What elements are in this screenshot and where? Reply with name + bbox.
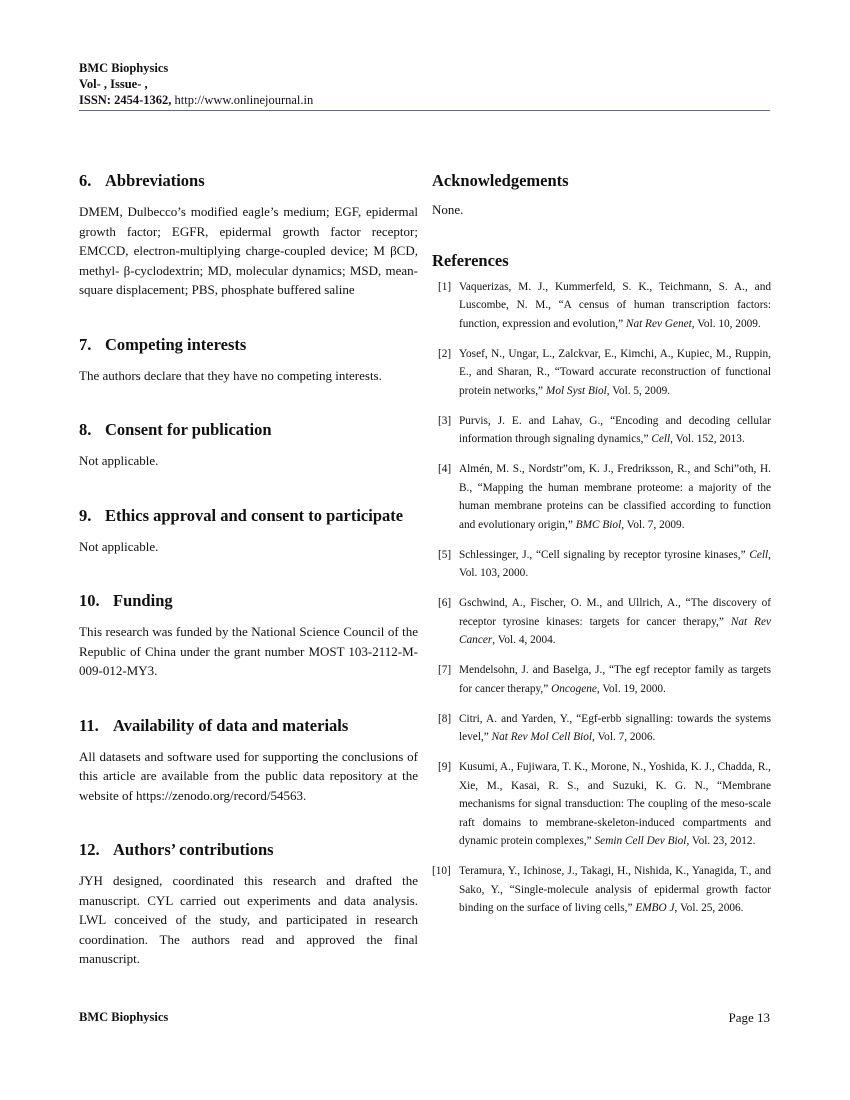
right-column bbox=[432, 170, 771, 929]
section-number: 11. bbox=[79, 715, 99, 735]
header-journal: BMC Biophysics bbox=[79, 61, 169, 75]
section-number: 12. bbox=[79, 840, 100, 859]
reference-tail: , Vol. 23, 2012. bbox=[686, 835, 756, 847]
reference-label: [9] bbox=[438, 761, 452, 773]
page-number: Page 13 bbox=[728, 1010, 770, 1025]
section-acknowledgements bbox=[432, 170, 771, 220]
section-title: Competing interests bbox=[105, 334, 247, 354]
reference-item bbox=[432, 594, 771, 650]
reference-journal: Nat Rev Genet bbox=[625, 317, 692, 330]
section-heading bbox=[79, 590, 418, 612]
reference-item bbox=[432, 412, 771, 449]
reference-journal: Cell bbox=[749, 548, 769, 561]
section-title: References bbox=[432, 250, 509, 270]
reference-text: Citri, A. and Yarden, Y., “Egf-erbb signalling: towards the systems level,” bbox=[459, 712, 771, 743]
section-heading bbox=[79, 419, 418, 441]
reference-tail: , Vol. 25, 2006. bbox=[674, 902, 744, 914]
reference-item bbox=[432, 546, 771, 583]
reference-label: [7] bbox=[438, 664, 452, 676]
section-body: The authors declare that they have no competing interests. bbox=[79, 367, 382, 383]
reference-text: Mendelsohn, J. and Baselga, J., “The egf receptor family as targets for cancer therapy,” bbox=[459, 664, 771, 695]
section-body: All datasets and software used for supporting the conclusions of this article are available from the public data repository at the website of https://zenodo.org/record/54563. bbox=[79, 748, 418, 803]
reference-journal: BMC Biol bbox=[575, 518, 622, 531]
reference-label: [8] bbox=[438, 712, 452, 725]
section-heading bbox=[79, 715, 418, 737]
reference-text: Purvis, J. E. and Lahav, G., “Encoding and decoding cellular information through signaling dynamics,” bbox=[459, 414, 771, 445]
reference-tail: , Vol. 7, 2006. bbox=[592, 731, 656, 743]
reference-item bbox=[432, 661, 771, 698]
reference-text: Almén, M. S., Nordstr”om, K. J., Fredriksson, R., and Schi”oth, H. B., “Mapping the human membrane proteome: a majority of the human membrane proteins can be classified according to function and evolutionary origin,” bbox=[459, 463, 771, 531]
footer-journal: BMC Biophysics bbox=[79, 1010, 169, 1024]
reference-tail: , Vol. 4, 2004. bbox=[492, 634, 556, 646]
reference-label: [10] bbox=[432, 865, 451, 877]
section-availability bbox=[79, 715, 418, 806]
section-body: This research was funded by the National Science Council of the Republic of China under the grant number MOST 103-2112-M-009-012-MY3. bbox=[79, 624, 418, 678]
section-competing-interests bbox=[79, 334, 418, 386]
section-number: 10. bbox=[79, 591, 100, 610]
section-body: Not applicable. bbox=[79, 538, 159, 554]
left-column bbox=[79, 170, 418, 1003]
reference-item bbox=[432, 758, 771, 851]
reference-tail: , Vol. 19, 2000. bbox=[596, 682, 666, 695]
header-issn-line bbox=[79, 92, 770, 108]
reference-journal: Cell bbox=[651, 433, 671, 445]
reference-journal: Oncogene bbox=[551, 682, 597, 695]
section-references bbox=[432, 250, 771, 918]
reference-item bbox=[432, 862, 771, 918]
reference-journal: EMBO J bbox=[635, 902, 675, 914]
section-body: JYH designed, coordinated this research and drafted the manuscript. CYL carried out experiments and data analysis. LWL conceived of the study, and participated in research coordination. The authors read and approved the final manuscript. bbox=[79, 873, 418, 966]
section-heading bbox=[79, 839, 418, 861]
reference-text: Teramura, Y., Ichinose, J., Takagi, H., Nishida, K., Yanagida, T., and Sako, Y., “Single-molecule analysis of epidermal growth factor binding on the surface of living cells,” bbox=[459, 865, 771, 914]
section-body: None. bbox=[432, 202, 464, 217]
section-title: Consent for publication bbox=[105, 420, 272, 439]
reference-item bbox=[432, 710, 771, 747]
reference-tail: , Vol. 7, 2009. bbox=[621, 518, 685, 531]
section-heading bbox=[79, 334, 418, 356]
reference-text: Vaquerizas, M. J., Kummerfeld, S. K., Teichmann, S. A., and Luscombe, N. M., “A census of human transcription factors: function, expression and evolution,” bbox=[459, 280, 771, 330]
reference-item bbox=[432, 460, 771, 534]
section-funding bbox=[79, 590, 418, 681]
reference-journal: Semin Cell Dev Biol bbox=[594, 835, 687, 847]
header-issn: ISSN: 2454-1362, bbox=[79, 93, 172, 107]
section-consent-publication bbox=[79, 419, 418, 471]
reference-label: [5] bbox=[438, 548, 452, 561]
reference-journal: Nat Rev Mol Cell Biol bbox=[491, 731, 593, 743]
reference-label: [1] bbox=[438, 280, 452, 293]
section-title: Abbreviations bbox=[105, 171, 205, 190]
reference-tail: , Vol. 152, 2013. bbox=[670, 433, 745, 445]
section-number: 9. bbox=[79, 505, 92, 525]
reference-label: [3] bbox=[438, 414, 452, 427]
reference-journal: Nat Rev Cancer bbox=[459, 615, 771, 646]
reference-list bbox=[432, 278, 771, 918]
header-url[interactable]: http://www.onlinejournal.in bbox=[174, 93, 314, 107]
reference-text: Kusumi, A., Fujiwara, T. K., Morone, N., Yoshida, K. J., Chadda, R., Xie, M., Kasai, R. S., and Suzuki, K. G. N., “Membrane mechanisms for signal transduction: The coupling of the meso-scale raft domains to membrane-skeleton-induced compartments and dynamic protein complexes,” bbox=[459, 761, 771, 847]
reference-tail: , Vol. 5, 2009. bbox=[606, 384, 671, 397]
header-rule bbox=[79, 110, 770, 111]
section-number: 8. bbox=[79, 420, 92, 439]
section-heading bbox=[79, 505, 418, 527]
reference-text: Schlessinger, J., “Cell signaling by receptor tyrosine kinases,” bbox=[459, 548, 750, 561]
reference-tail: , Vol. 103, 2000. bbox=[459, 548, 771, 579]
reference-item bbox=[432, 278, 771, 334]
section-body: Not applicable. bbox=[79, 453, 159, 468]
reference-tail: , Vol. 10, 2009. bbox=[691, 317, 761, 330]
section-abbreviations bbox=[79, 170, 418, 300]
section-number: 7. bbox=[79, 334, 92, 354]
section-number: 6. bbox=[79, 171, 92, 190]
section-body: DMEM, Dulbecco’s modified eagle’s medium; EGF, epidermal growth factor; EGFR, epidermal growth factor receptor; EMCCD, electron-multiplying charge-coupled device; M βCD, methyl- β-cyclodextrin; MD, molecular dynamics; MSD, mean-square displacement; PBS, phosphate buffered saline bbox=[79, 204, 418, 297]
reference-label: [2] bbox=[438, 347, 452, 360]
reference-text: Yosef, N., Ungar, L., Zalckvar, E., Kimchi, A., Kupiec, M., Ruppin, E., and Sharan, R., “Toward accurate reconstruction of functional protein networks,” bbox=[459, 347, 771, 397]
section-title: Ethics approval and consent to participate bbox=[105, 505, 404, 525]
section-heading bbox=[79, 170, 418, 192]
section-title: Authors’ contributions bbox=[113, 840, 274, 859]
reference-label: [6] bbox=[438, 597, 452, 609]
reference-text: Gschwind, A., Fischer, O. M., and Ullrich, A., “The discovery of receptor tyrosine kinases: targets for cancer therapy,” bbox=[459, 597, 771, 628]
header-vol-issue: Vol- , Issue- , bbox=[79, 77, 148, 91]
reference-journal: Mol Syst Biol bbox=[545, 384, 607, 397]
reference-label: [4] bbox=[438, 463, 452, 475]
running-header bbox=[79, 60, 770, 108]
section-authors-contributions bbox=[79, 839, 418, 969]
section-title: Acknowledgements bbox=[432, 171, 569, 190]
reference-item bbox=[432, 345, 771, 401]
section-title: Funding bbox=[113, 591, 173, 610]
section-ethics bbox=[79, 505, 418, 557]
section-title: Availability of data and materials bbox=[113, 715, 349, 735]
